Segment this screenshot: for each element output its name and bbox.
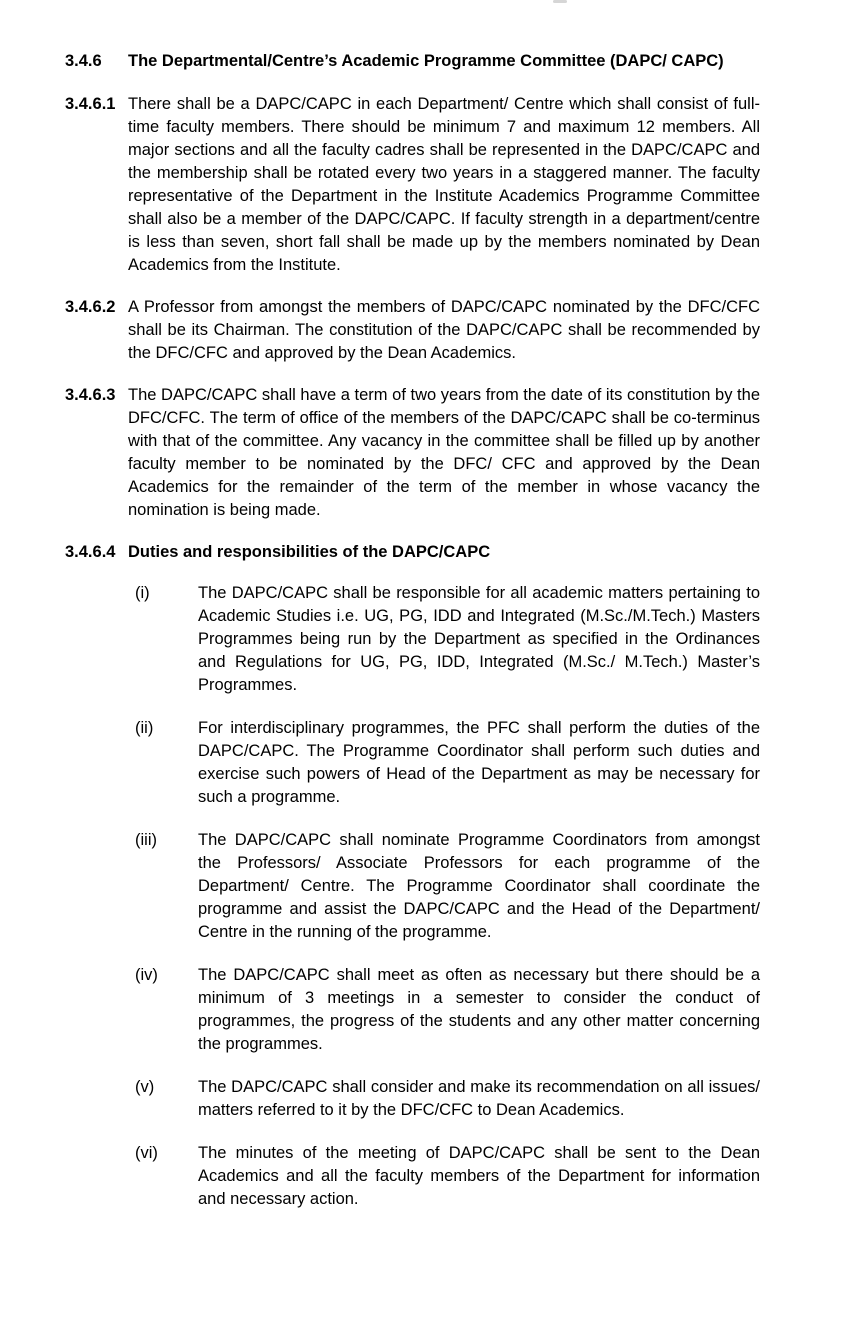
list-item-text: For interdisciplinary programmes, the PFC shall perform the duties of the DAPC/CAPC. The Programme Coordinator shall perform such duties and exercise such powers of Head of the Department as may be necessary for such a programme. bbox=[198, 719, 760, 806]
list-marker: (v) bbox=[135, 1078, 155, 1096]
list-item-v bbox=[135, 1076, 760, 1122]
section-3-4-6-3 bbox=[65, 384, 760, 522]
list-marker: (iv) bbox=[135, 966, 158, 984]
section-title: The Departmental/Centre’s Academic Programme Committee (DAPC/ CAPC) bbox=[128, 52, 724, 70]
list-item-text: The DAPC/CAPC shall meet as often as necessary but there should be a minimum of 3 meetings in a semester to consider the conduct of programmes, the progress of the students and any other matter concerning the programmes. bbox=[198, 966, 760, 1053]
section-number: 3.4.6.3 bbox=[65, 386, 116, 404]
section-number: 3.4.6.2 bbox=[65, 298, 116, 316]
section-text: The DAPC/CAPC shall have a term of two years from the date of its constitution by the DFC/CFC. The term of office of the members of the DAPC/CAPC shall be co-terminus with that of the committee. Any vacancy in the committee shall be filled up by another faculty member to be nominated by the DFC/ CFC and approved by the Dean Academics for the remainder of the term of the member in whose vacancy the nomination is being made. bbox=[128, 386, 760, 519]
section-heading-3-4-6 bbox=[65, 50, 760, 73]
list-marker: (iii) bbox=[135, 831, 157, 849]
list-item-iv bbox=[135, 964, 760, 1056]
section-text: A Professor from amongst the members of DAPC/CAPC nominated by the DFC/CFC shall be its Chairman. The constitution of the DAPC/CAPC shall be recommended by the DFC/CFC and approved by the Dean Academics. bbox=[128, 298, 760, 362]
list-item-iii bbox=[135, 829, 760, 944]
list-item-vi bbox=[135, 1142, 760, 1211]
list-item-text: The DAPC/CAPC shall nominate Programme Coordinators from amongst the Professors/ Associate Professors for each programme of the Department/ Centre. The Programme Coordinator shall coordinate the programme and assist the DAPC/CAPC and the Head of the Department/ Centre in the running of the programme. bbox=[198, 831, 760, 941]
list-item-text: The DAPC/CAPC shall consider and make its recommendation on all issues/ matters referred to it by the DFC/CFC to Dean Academics. bbox=[198, 1078, 760, 1119]
section-number: 3.4.6 bbox=[65, 52, 102, 70]
section-number: 3.4.6.1 bbox=[65, 95, 116, 113]
duties-list bbox=[65, 582, 760, 1211]
section-3-4-6-1 bbox=[65, 93, 760, 277]
section-text: There shall be a DAPC/CAPC in each Department/ Centre which shall consist of full-time faculty members. There should be minimum 7 and maximum 12 members. All major sections and all the faculty cadres shall be represented in the DAPC/CAPC and the membership shall be rotated every two years in a staggered manner. The faculty representative of the Department in the Institute Academics Programme Committee shall also be a member of the DAPC/CAPC. If faculty strength in a department/centre is less than seven, short fall shall be made up by the members nominated by Dean Academics from the Institute. bbox=[128, 95, 760, 274]
list-marker: (vi) bbox=[135, 1144, 158, 1162]
list-marker: (i) bbox=[135, 584, 150, 602]
list-item-ii bbox=[135, 717, 760, 809]
scan-artifact bbox=[553, 0, 567, 3]
list-item-i bbox=[135, 582, 760, 697]
list-item-text: The DAPC/CAPC shall be responsible for all academic matters pertaining to Academic Studies i.e. UG, PG, IDD and Integrated (M.Sc./M.Tech.) Masters Programmes being run by the Department as specified in the Ordinances and Regulations for UG, PG, IDD, Integrated (M.Sc./ M.Tech.) Master’s Programmes. bbox=[198, 584, 760, 694]
list-item-text: The minutes of the meeting of DAPC/CAPC shall be sent to the Dean Academics and all the faculty members of the Department for information and necessary action. bbox=[198, 1144, 760, 1208]
section-number: 3.4.6.4 bbox=[65, 543, 116, 561]
section-3-4-6-2 bbox=[65, 296, 760, 365]
section-subheading: Duties and responsibilities of the DAPC/CAPC bbox=[128, 543, 491, 561]
section-3-4-6-4 bbox=[65, 541, 760, 564]
list-marker: (ii) bbox=[135, 719, 154, 737]
